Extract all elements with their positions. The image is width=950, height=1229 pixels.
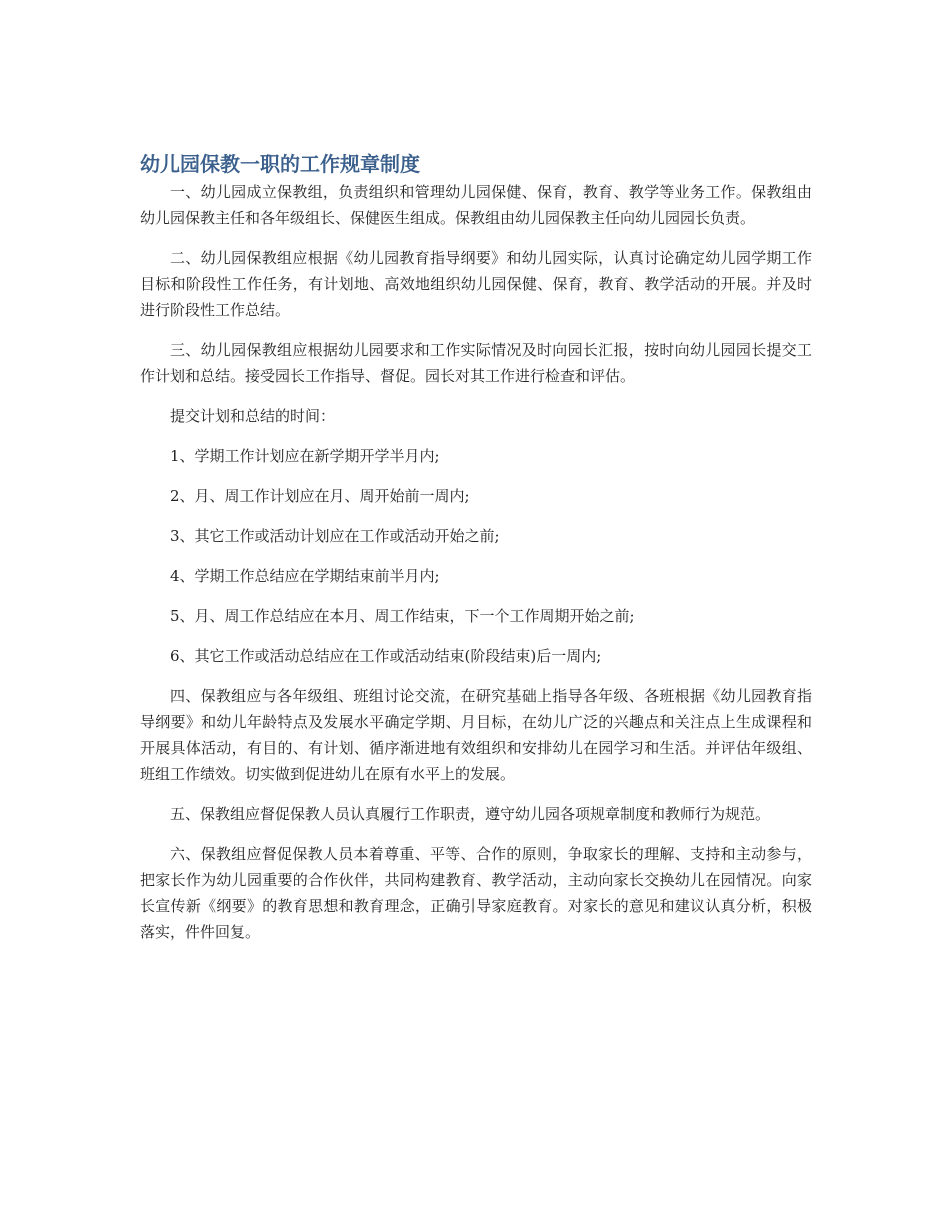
submission-item-6: 6、其它工作或活动总结应在工作或活动结束(阶段结束)后一周内; — [170, 647, 602, 665]
submission-heading: 提交计划和总结的时间： — [170, 407, 336, 425]
submission-item-4: 4、学期工作总结应在学期结束前半月内; — [170, 567, 440, 585]
submission-item-3: 3、其它工作或活动计划应在工作或活动开始之前; — [170, 527, 500, 545]
submission-item-1: 1、学期工作计划应在新学期开学半月内; — [170, 447, 440, 465]
paragraph-6: 六、保教组应督促保教人员本着尊重、平等、合作的原则，争取家长的理解、支持和主动参与，把家长作为幼儿园重要的合作伙伴，共同构建教育、教学活动，主动向家长交换幼儿在园情况。向家长宣传新《纲要》的教育思想和教育理念，正确引导家庭教育。对家长的意见和建议认真分析，积极落实，件件回复。 — [140, 845, 812, 941]
document-title: 幼儿园保教一职的工作规章制度 — [140, 152, 420, 176]
paragraph-5: 五、保教组应督促保教人员认真履行工作职责，遵守幼儿园各项规章制度和教师行为规范。 — [170, 805, 771, 823]
document-body — [140, 150, 812, 959]
submission-item-5: 5、月、周工作总结应在本月、周工作结束，下一个工作周期开始之前; — [170, 607, 635, 625]
paragraph-3: 三、幼儿园保教组应根据幼儿园要求和工作实际情况及时向园长汇报，按时向幼儿园园长提交工作计划和总结。接受园长工作指导、督促。园长对其工作进行检查和评估。 — [140, 341, 812, 385]
paragraph-4: 四、保教组应与各年级组、班组讨论交流，在研究基础上指导各年级、各班根据《幼儿园教育指导纲要》和幼儿年龄特点及发展水平确定学期、月目标，在幼儿广泛的兴趣点和关注点上生成课程和开展具体活动，有目的、有计划、循序渐进地有效组织和安排幼儿在园学习和生活。并评估年级组、班组工作绩效。切实做到促进幼儿在原有水平上的发展。 — [140, 687, 812, 783]
submission-item-2: 2、月、周工作计划应在月、周开始前一周内; — [170, 487, 470, 505]
paragraph-1: 一、幼儿园成立保教组，负责组织和管理幼儿园保健、保育，教育、教学等业务工作。保教组由幼儿园保教主任和各年级组长、保健医生组成。保教组由幼儿园保教主任向幼儿园园长负责。 — [140, 183, 812, 227]
paragraph-2: 二、幼儿园保教组应根据《幼儿园教育指导纲要》和幼儿园实际，认真讨论确定幼儿园学期工作目标和阶段性工作任务，有计划地、高效地组织幼儿园保健、保育，教育、教学活动的开展。并及时进行阶段性工作总结。 — [140, 249, 812, 319]
